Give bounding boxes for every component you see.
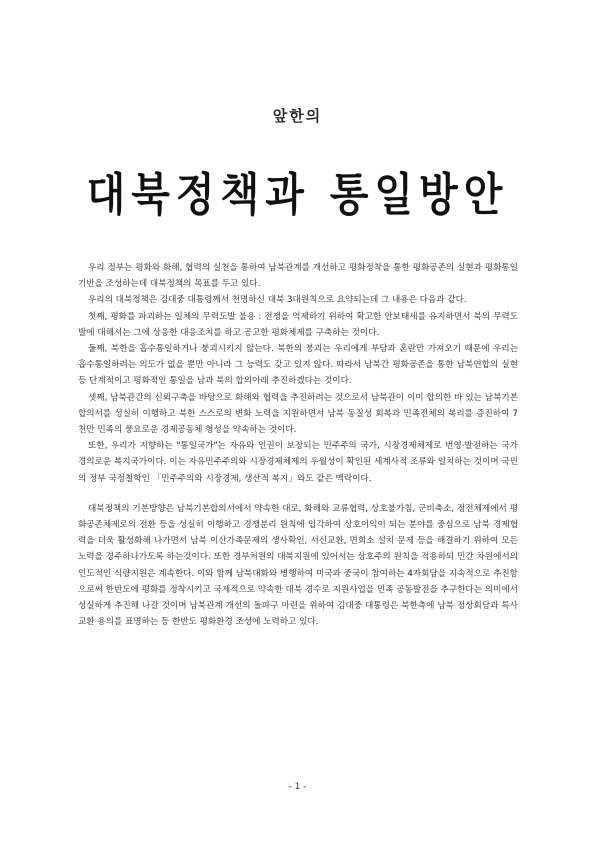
- document-body: [78, 260, 518, 630]
- document-subtitle: 앞한의: [272, 107, 323, 125]
- paragraph-gap: [78, 487, 518, 501]
- body-paragraph: 셋째, 남북관간의 신뢰구축을 바탕으로 화해와 협력을 추진하려는 것으로서 남북관이 이미 합의한 바 있는 남북기본합의서를 성실히 이행하고 북한 스스로의 변화 노력을 지원하면서 남북 동질성 회복과 민족전체의 복리를 증진하여 7천만 민족의 풍요로운 경제공동체 형성을 약속하는 것이다.: [78, 392, 518, 436]
- body-paragraph: 우리의 대북정책은 김대중 대통령께서 천명하신 대북 3대원칙으로 요약되는데 그 내용은 다음과 같다.: [88, 295, 467, 306]
- page-number: - 1 -: [288, 782, 307, 792]
- body-paragraph: 둘째, 북한을 흡수통일하거나 붕괴시키지 않는다. 북한의 붕괴는 우리에게 부담과 혼란만 가져오기 때문에 우리는 흡수통일하려는 의도가 없을 뿐만 아니라 그 능력도 갖고 있지 않다. 따라서 남북간 평화공존을 통한 남북연합의 실현등 단계적이고 평화적인 통일을 남과 북의 합의아래 추진하겠다는 것이다.: [78, 344, 518, 387]
- body-paragraph: 우리 정부는 평화와 화해, 협력의 실천을 통하여 남북관계를 개선하고 평화정착을 통한 평화공존의 실현과 평화통일 기반을 조성하는데 대북정책의 목표를 두고 있다.: [78, 263, 518, 290]
- body-paragraph: 또한, 우리가 지향하는 "통일국가"는 자유와 인권이 보장되는 민주주의 국가, 시장경제체제로 번영·발전하는 국가 경의로운 복지국가이다. 이는 자유민주주의와 시장경제체제의 우월성이 확인된 세계사적 조류와 일치하는 것이며 국민의 정부 국정철학인 「민주주의와 시장경제, 생산적 복지」와도 같은 맥락이다.: [78, 441, 518, 484]
- document-title: 대북정책과 통일방안: [86, 169, 509, 222]
- body-paragraph: 대북정책의 기본방향은 남북기본합의서에서 약속한 대로, 화해와 교류협력, 상호불가침, 군비축소, 정전체제에서 평화공존체제로의 전환 등을 성실히 이행하고 경쟁분리 원칙에 입각하여 상호이익이 되는 분야를 중심으로 남북 경제협력을 더욱 활성화해 나가면서 남북 이산가족문제의 생사확인, 서신교환, 면회소 설치 문제 등을 해결하기 위하여 모든 노력을 경주하나가도록 하는것이다. 또한 경부처원의 대북지원에 있어서는 상호주의 원칙을 적용하되 민간 차원에서의 인도적인 식량지원은 계속한다. 이와 함께 남북대화와 병행하여 미국과 중국이 참여하는 4자회담을 지속적으로 추진함으로써 한반도에 평화를 정착시키고 국제적으로 약속한 대북 경수로 지원사업을 민족 공동발전을 추구한다는 의미에서 성실하게 추진해 나갈 것이며 남북관계 개선의 돌파구 마련을 위하여 김대중 대통령은 북한측에 남북 정상회담과 특사교환 용의를 표명하는 등 한반도 평화환경 조성에 노력하고 있다.: [78, 503, 518, 628]
- body-paragraph: 첫째, 평화를 파괴하는 일체의 무력도발 불용 : 전쟁을 억제하기 위하여 확고한 안보태세를 유지하면서 북의 무력도발에 대해서는 그에 상응한 대응조치를 하고 공고한 평화체제를 구축하는 것이다.: [78, 311, 518, 338]
